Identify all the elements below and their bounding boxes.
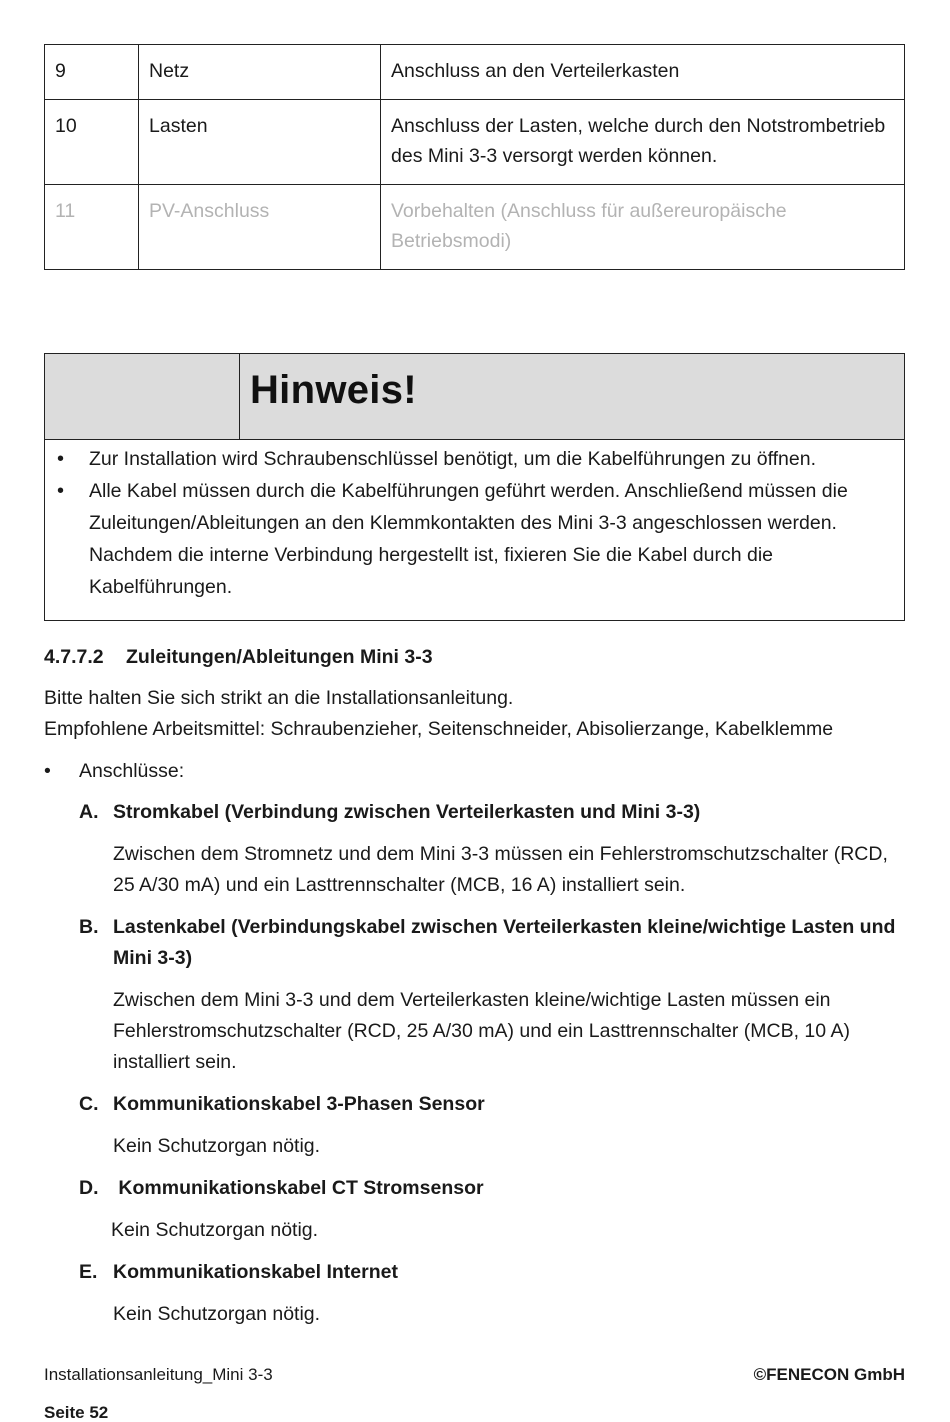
item-title: Kommunikationskabel Internet [113, 1261, 398, 1283]
list-item [44, 1089, 914, 1162]
note-bullet: • Zur Installation wird Schraubenschlüssel benötigt, um die Kabelführungen zu öffnen. [89, 443, 884, 475]
list-item [44, 912, 914, 1078]
item-description: Kein Schutzorgan nötig. [113, 1135, 321, 1157]
footer-document-name: Installationsanleitung_Mini 3-3 [44, 1365, 273, 1384]
section-title: Zuleitungen/Ableitungen Mini 3-3 [126, 646, 433, 668]
row-number: 9 [45, 45, 139, 100]
item-title: Stromkabel (Verbindung zwischen Verteilerkasten und Mini 3-3) [113, 801, 701, 823]
row-name: Lasten [139, 100, 381, 185]
item-title: Kommunikationskabel 3-Phasen Sensor [113, 1093, 485, 1115]
table-row [45, 45, 905, 100]
note-icon-cell [45, 354, 240, 439]
intro-line: Empfohlene Arbeitsmittel: Schraubenzieher, Seitenschneider, Abisolierzange, Kabelklemme [44, 718, 834, 740]
section-number: 4.7.7.2 [44, 646, 104, 668]
item-description: Kein Schutzorgan nötig. [113, 1303, 321, 1325]
note-box [44, 353, 905, 621]
section-content [44, 642, 914, 1341]
connection-list [44, 797, 914, 1330]
note-title: Hinweis! [250, 368, 417, 412]
list-item [44, 1257, 914, 1330]
list-item [44, 797, 914, 901]
row-name: PV-Anschluss [139, 185, 381, 270]
item-label: C. [79, 1093, 99, 1115]
item-label: E. [79, 1261, 98, 1283]
list-item [44, 1173, 914, 1246]
row-name: Netz [139, 45, 381, 100]
row-description: Anschluss an den Verteilerkasten [381, 45, 905, 100]
item-label: A. [79, 801, 99, 823]
section-heading [44, 642, 914, 673]
item-description: Zwischen dem Stromnetz und dem Mini 3-3 müssen ein Fehlerstromschutzschalter (RCD, 25 A/30 mA) und ein Lasttrennschalter (MCB, 16 A) installiert sein. [113, 843, 888, 896]
connection-table [44, 44, 905, 270]
connections-bullet: • Anschlüsse: [44, 756, 914, 787]
item-title: Lastenkabel (Verbindungskabel zwischen Verteilerkasten kleine/wichtige Lasten und Mini 3-3) [113, 916, 896, 969]
intro-line: Bitte halten Sie sich strikt an die Installationsanleitung. [44, 687, 514, 709]
table-row [45, 185, 905, 270]
page-number: Seite 52 [44, 1403, 109, 1422]
item-label: B. [79, 916, 99, 938]
row-number: 10 [45, 100, 139, 185]
note-header [45, 354, 904, 440]
item-description: Kein Schutzorgan nötig. [111, 1219, 319, 1241]
note-bullet: • Alle Kabel müssen durch die Kabelführungen geführt werden. Anschließend müssen die Zuleitungen/Ableitungen an den Klemmkontakten des Mini 3-3 angeschlossen werden. Nachdem die interne Verbindung hergestellt ist, fixieren Sie die Kabel durch die Kabelführungen. [89, 475, 884, 603]
item-description: Zwischen dem Mini 3-3 und dem Verteilerkasten kleine/wichtige Lasten müssen ein Fehlerstromschutzschalter (RCD, 25 A/30 mA) und ein Lasttrennschalter (MCB, 10 A) installiert sein. [113, 989, 850, 1073]
row-description: Vorbehalten (Anschluss für außereuropäische Betriebsmodi) [381, 185, 905, 270]
note-list [45, 440, 904, 603]
item-label: D. [79, 1177, 99, 1199]
table-row [45, 100, 905, 185]
row-number: 11 [45, 185, 139, 270]
footer-copyright: ©FENECON GmbH [753, 1365, 905, 1384]
item-title: Kommunikationskabel CT Stromsensor [113, 1177, 484, 1199]
row-description: Anschluss der Lasten, welche durch den Notstrombetrieb des Mini 3-3 versorgt werden können. [381, 100, 905, 185]
